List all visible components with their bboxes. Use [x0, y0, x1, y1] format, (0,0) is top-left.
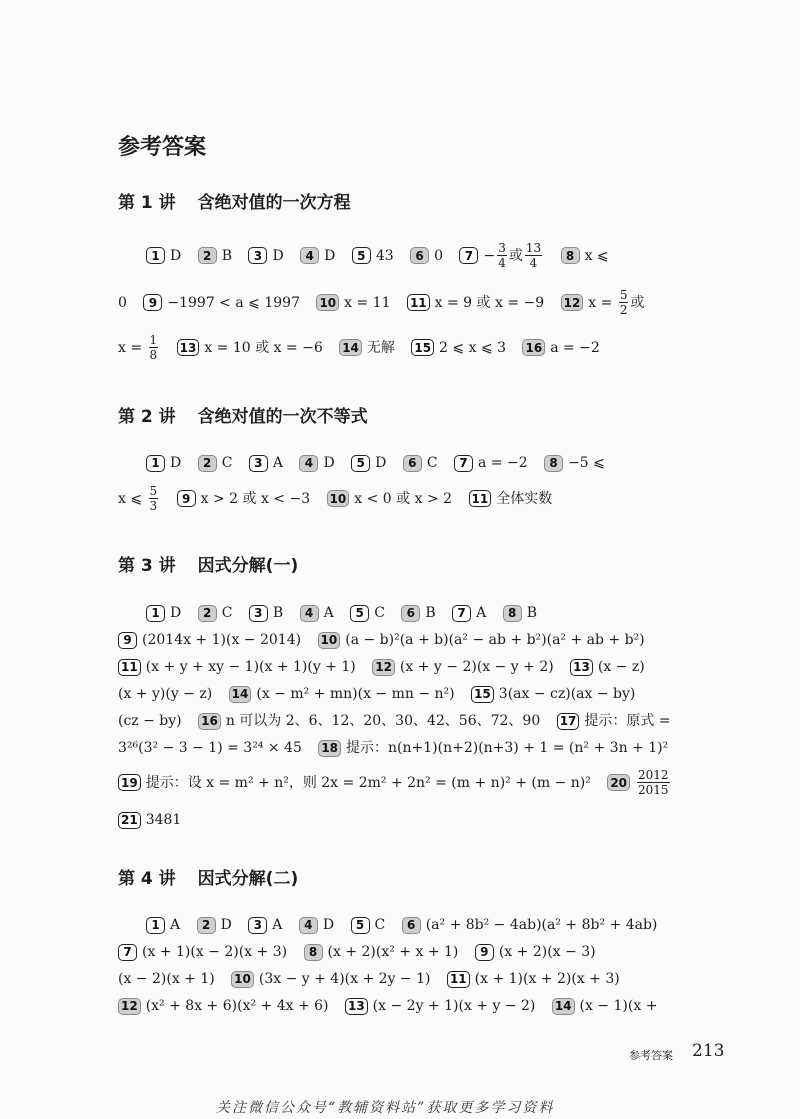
number-badge: 7 [459, 247, 478, 264]
number-badge: 2 [198, 605, 217, 622]
section-number: 第 4 讲 [118, 869, 176, 889]
answer-line: 1 D 2 C 3 B 4 A 5 C 6 B 7 A 8 B [118, 599, 712, 627]
number-badge: 7 [118, 944, 137, 961]
section-3-heading [118, 551, 298, 576]
number-badge: 14 [339, 339, 362, 356]
number-badge: 17 [557, 713, 580, 730]
number-badge: 5 [352, 247, 371, 264]
section-number: 第 1 讲 [118, 193, 176, 213]
number-badge: 6 [403, 455, 422, 472]
answer-line: 11 (x + y + xy − 1)(x + 1)(y + 1) 12 (x + y − 2)(x − y + 2) 13 (x − z) [118, 653, 684, 681]
number-badge: 6 [401, 605, 420, 622]
number-badge: 14 [229, 686, 252, 703]
number-badge: 9 [143, 294, 162, 311]
answer-line: 1 A 2 D 3 A 4 D 5 C 6 (a² + 8b² − 4ab)(a² + 8b² + 4ab) [118, 911, 712, 939]
answer-line: (x − 2)(x + 1) 10 (3x − y + 4)(x + 2y − 1) 11 (x + 1)(x + 2)(x + 3) [118, 971, 620, 987]
number-badge: 7 [452, 605, 471, 622]
number-badge: 1 [146, 605, 165, 622]
number-badge: 9 [475, 944, 494, 961]
fraction: $\frac{1}{8}$ [149, 333, 158, 362]
number-badge: 6 [410, 247, 429, 264]
number-badge: 3 [248, 247, 267, 264]
number-badge: 18 [318, 740, 341, 757]
number-badge: 14 [552, 998, 575, 1015]
number-badge: 1 [146, 247, 165, 264]
number-badge: 13 [345, 998, 368, 1015]
number-badge: 2 [198, 455, 217, 472]
page-number: 213 [692, 1041, 725, 1061]
fraction: $\frac{13}{4}$ [525, 241, 542, 270]
number-badge: 2 [197, 917, 216, 934]
number-badge: 11 [407, 294, 430, 311]
section-4-heading [118, 864, 298, 889]
answer-line: x ⩽ $\frac{5}{3}$ 9 x > 2 或 x < −3 10 x < 0 或 x > 2 11 全体实数 [118, 484, 553, 513]
answer-line: 0 9 −1997 < a ⩽ 1997 10 x = 11 11 x = 9 或 x = −9 12 x = $\frac{5}{2}$ 或 [118, 288, 645, 317]
number-badge: 11 [447, 971, 470, 988]
number-badge: 10 [231, 971, 254, 988]
answer-line: 19 提示：设 x = m² + n²，则 2x = 2m² + 2n² = (m + n)² + (m − n)² 20 $\frac{2012}{2015}$ [118, 768, 684, 797]
number-badge: 13 [570, 659, 593, 676]
number-badge: 5 [350, 605, 369, 622]
number-badge: 8 [544, 455, 563, 472]
number-badge: 15 [471, 686, 494, 703]
number-badge: 3 [249, 455, 268, 472]
number-badge: 4 [299, 917, 318, 934]
fraction: $\frac{5}{2}$ [619, 288, 628, 317]
number-badge: 5 [351, 917, 370, 934]
answer-line: 12 (x² + 8x + 6)(x² + 4x + 6) 13 (x − 2y + 1)(x + y − 2) 14 (x − 1)(x + [118, 992, 684, 1020]
number-badge: 4 [300, 247, 319, 264]
number-badge: 12 [372, 659, 395, 676]
number-badge: 16 [198, 713, 221, 730]
number-badge: 13 [177, 339, 200, 356]
number-badge: 15 [411, 339, 434, 356]
section-2-heading [118, 402, 368, 427]
number-badge: 9 [177, 490, 196, 507]
number-badge: 7 [454, 455, 473, 472]
section-number: 第 3 讲 [118, 556, 176, 576]
number-badge: 1 [146, 455, 165, 472]
answer-line: 1 D 2 B 3 D 4 D 5 43 6 0 7 − $\frac{3}{4}$ 或 $\frac{13}{4}$ 8 x ⩽ [118, 241, 712, 270]
section-title: 含绝对值的一次不等式 [197, 407, 368, 427]
number-badge: 8 [304, 944, 323, 961]
fraction: $\frac{3}{4}$ [498, 241, 506, 270]
answer-line: (x + y)(y − z) 14 (x − m² + mn)(x − mn − n²) 15 3(ax − cz)(ax − by) [118, 686, 636, 702]
answer-line: 21 3481 [118, 806, 684, 834]
number-badge: 10 [316, 294, 339, 311]
number-badge: 16 [522, 339, 545, 356]
answer-line: 1 D 2 C 3 A 4 D 5 D 6 C 7 a = −2 8 −5 ⩽ [118, 449, 712, 477]
section-title: 因式分解(二) [197, 869, 299, 889]
fraction: $\frac{5}{3}$ [149, 484, 158, 513]
number-badge: 11 [118, 659, 141, 676]
number-badge: 12 [118, 998, 141, 1015]
number-badge: 3 [248, 917, 267, 934]
page-title: 参考答案 [118, 135, 207, 160]
number-badge: 11 [469, 490, 492, 507]
number-badge: 19 [118, 774, 141, 791]
number-badge: 3 [249, 605, 268, 622]
fraction: $\frac{2012}{2015}$ [638, 768, 669, 797]
number-badge: 8 [503, 605, 522, 622]
number-badge: 6 [402, 917, 421, 934]
number-badge: 20 [607, 774, 630, 791]
watermark-text: 关注微信公众号“教辅资料站”获取更多学习资料 [216, 1100, 555, 1116]
number-badge: 1 [146, 917, 165, 934]
answer-line: 9 (2014x + 1)(x − 2014) 10 (a − b)²(a + b)(a² − ab + b²)(a² + ab + b²) [118, 626, 684, 654]
number-badge: 12 [561, 294, 584, 311]
number-badge: 4 [300, 605, 319, 622]
section-1-heading [118, 188, 351, 213]
section-title: 因式分解(一) [197, 556, 299, 576]
number-badge: 2 [198, 247, 217, 264]
answer-line: 7 (x + 1)(x − 2)(x + 3) 8 (x + 2)(x² + x + 1) 9 (x + 2)(x − 3) [118, 938, 684, 966]
number-badge: 9 [118, 632, 137, 649]
answer-line: 3²⁶(3² − 3 − 1) = 3²⁴ × 45 18 提示：n(n+1)(n+2)(n+3) + 1 = (n² + 3n + 1)² [118, 740, 669, 756]
number-badge: 10 [327, 490, 350, 507]
answer-line: x = $\frac{1}{8}$ 13 x = 10 或 x = −6 14 无解 15 2 ⩽ x ⩽ 3 16 a = −2 [118, 333, 600, 362]
number-badge: 10 [318, 632, 341, 649]
number-badge: 5 [351, 455, 370, 472]
footer-label: 参考答案 [629, 1049, 673, 1062]
section-title: 含绝对值的一次方程 [197, 193, 351, 213]
number-badge: 21 [118, 812, 141, 829]
section-number: 第 2 讲 [118, 407, 176, 427]
number-badge: 4 [299, 455, 318, 472]
number-badge: 8 [561, 247, 580, 264]
answer-line: (cz − by) 16 n 可以为 2、6、12、20、30、42、56、72、90 17 提示：原式 = [118, 713, 671, 729]
